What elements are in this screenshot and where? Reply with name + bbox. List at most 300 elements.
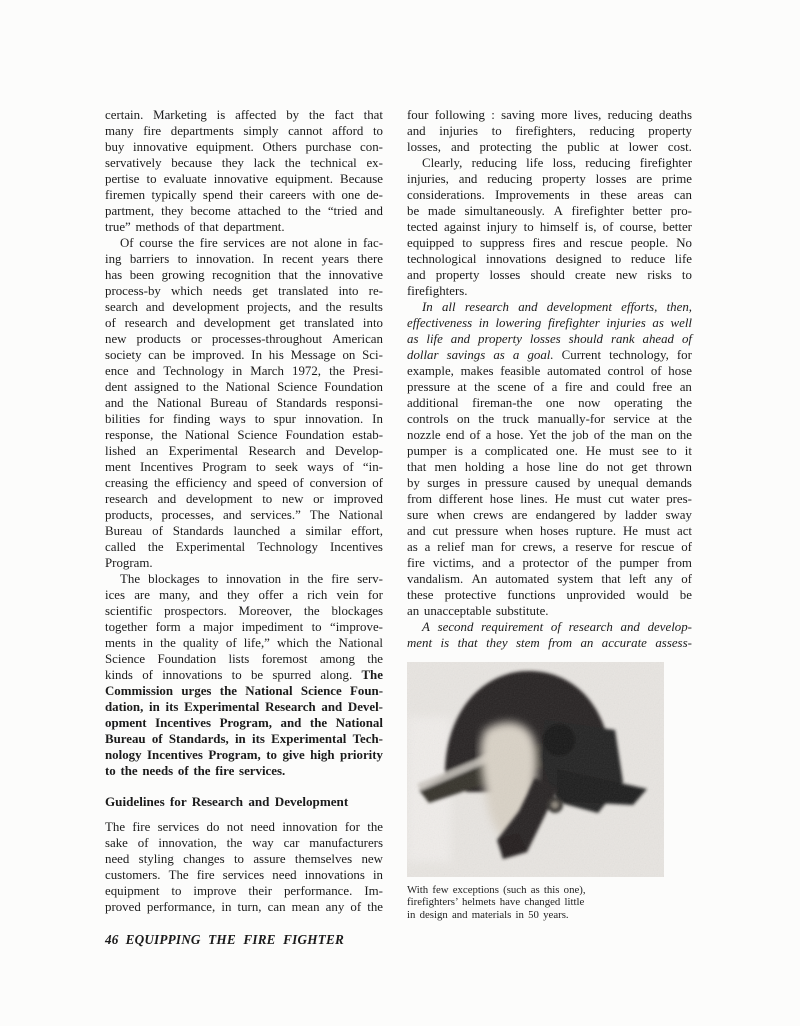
word: technological xyxy=(407,252,477,266)
text-line xyxy=(407,219,692,235)
text-line xyxy=(105,539,383,555)
word: to xyxy=(231,668,242,682)
text-line xyxy=(105,267,383,283)
right-column xyxy=(407,107,692,921)
text-line xyxy=(105,507,383,523)
word: to xyxy=(146,172,157,186)
word: to xyxy=(262,492,273,506)
word: to xyxy=(266,748,277,762)
word: Experimental xyxy=(184,700,260,714)
word: risks xyxy=(647,268,672,282)
word: translated xyxy=(303,316,355,330)
word: in xyxy=(478,316,489,330)
word: afford xyxy=(332,124,364,138)
word: improved xyxy=(333,492,383,506)
word: Bureau xyxy=(105,732,146,746)
word: years xyxy=(321,252,349,266)
word: on xyxy=(457,412,470,426)
word: re- xyxy=(368,284,383,298)
text-line xyxy=(407,235,692,251)
text-line xyxy=(407,283,692,299)
word: rescue xyxy=(589,236,623,250)
word: growing xyxy=(161,268,205,282)
word: the xyxy=(226,836,243,850)
text-run: to the needs of the fire services. xyxy=(105,764,286,778)
word: a xyxy=(512,460,519,474)
word: and xyxy=(176,316,196,330)
word: pumper xyxy=(619,556,659,570)
word: fac- xyxy=(362,236,383,250)
word: reducing xyxy=(487,172,533,186)
word: a xyxy=(562,540,569,554)
word: “improve- xyxy=(329,620,383,634)
word: Standards, xyxy=(168,732,229,746)
paragraph xyxy=(105,235,383,571)
word: is, xyxy=(584,220,597,234)
word: act xyxy=(676,524,692,538)
word: complicated xyxy=(484,444,548,458)
word: injuries, xyxy=(407,172,449,186)
word: for xyxy=(367,588,383,602)
word: kinds xyxy=(105,668,133,682)
word: assess- xyxy=(655,636,692,650)
word: Current xyxy=(561,348,602,362)
word: spend xyxy=(202,188,233,202)
word: of xyxy=(602,220,614,234)
text-line xyxy=(407,571,692,587)
word: to xyxy=(681,268,692,282)
word: a xyxy=(289,524,296,538)
word: the xyxy=(541,140,558,154)
word: results xyxy=(349,300,383,314)
word: when xyxy=(505,524,534,538)
text-line xyxy=(407,427,692,443)
word: assure xyxy=(253,852,286,866)
word: the xyxy=(367,900,383,914)
word: among xyxy=(319,652,355,666)
word: all xyxy=(441,300,456,314)
text-line xyxy=(105,555,383,571)
word: on xyxy=(342,348,356,362)
word: purchase xyxy=(305,140,352,154)
word: should xyxy=(568,332,604,346)
word: free xyxy=(652,380,673,394)
text-line xyxy=(105,379,383,395)
word: an xyxy=(580,636,594,650)
word: rank xyxy=(610,332,635,346)
text-line xyxy=(105,851,383,867)
word: property xyxy=(435,268,480,282)
word: services xyxy=(157,820,200,834)
word: The xyxy=(120,572,141,586)
text-line xyxy=(105,187,383,203)
word: Incentives xyxy=(140,460,193,474)
word: must xyxy=(608,444,635,458)
word: end xyxy=(445,428,465,442)
word: a xyxy=(189,620,195,634)
text-line xyxy=(105,603,383,619)
word: example, xyxy=(407,364,454,378)
word: the xyxy=(367,820,383,834)
word: fire xyxy=(407,556,425,570)
word: Foundation xyxy=(324,380,383,394)
word: life xyxy=(526,156,544,170)
text-line xyxy=(407,123,692,139)
word: ments xyxy=(105,636,136,650)
word: translated xyxy=(278,284,329,298)
word: Science xyxy=(277,380,318,394)
text-line xyxy=(105,747,383,763)
word: nozzle xyxy=(407,428,441,442)
word: at xyxy=(609,140,619,154)
word: speed xyxy=(257,476,287,490)
word: No xyxy=(676,236,692,250)
word: innovation, xyxy=(158,836,217,850)
word: Foun- xyxy=(350,684,383,698)
word: conversion xyxy=(309,476,367,490)
word: that xyxy=(601,572,621,586)
word: lines. xyxy=(520,492,548,506)
word: reducing xyxy=(471,156,517,170)
word: dation, xyxy=(105,700,144,714)
word: innovations xyxy=(162,668,223,682)
word: the xyxy=(474,380,490,394)
helmet-photo-art xyxy=(407,662,664,877)
text-line xyxy=(407,267,692,283)
word: the xyxy=(147,540,164,554)
word: life xyxy=(674,252,692,266)
word: the xyxy=(178,236,195,250)
word: create xyxy=(574,268,606,282)
word: need xyxy=(272,868,297,882)
word: Program, xyxy=(208,748,261,762)
word: reduce xyxy=(630,252,666,266)
word: Science xyxy=(237,428,278,442)
word: urges xyxy=(181,684,212,698)
word: the xyxy=(303,604,320,618)
word: equipment. xyxy=(196,140,254,154)
word: man xyxy=(630,428,653,442)
word: from xyxy=(666,556,692,570)
word: crews, xyxy=(522,540,556,554)
word: efficiency xyxy=(175,476,227,490)
text-line xyxy=(105,491,383,507)
text-line xyxy=(105,251,383,267)
word: He xyxy=(622,524,639,538)
word: Foundation xyxy=(157,652,217,666)
word: these xyxy=(600,188,627,202)
paragraph xyxy=(105,819,383,915)
word: of xyxy=(225,636,237,650)
word: of xyxy=(576,556,588,570)
word: service xyxy=(613,412,650,426)
word: for xyxy=(619,540,635,554)
text-line xyxy=(407,203,692,219)
word: do xyxy=(585,460,599,474)
word: certain. xyxy=(105,108,144,122)
word: can xyxy=(148,348,167,362)
word: opment xyxy=(105,716,147,730)
word: the xyxy=(329,364,345,378)
word: a xyxy=(471,444,477,458)
section-heading: Guidelines for Research and Development xyxy=(105,794,349,809)
word: they xyxy=(486,636,508,650)
word: an xyxy=(146,444,159,458)
word: simply xyxy=(243,124,279,138)
word: Incentives xyxy=(329,540,383,554)
word: to xyxy=(462,236,473,250)
word: following xyxy=(434,108,485,122)
word: process-by xyxy=(105,284,161,298)
word: an xyxy=(679,380,692,394)
word: fire xyxy=(196,868,215,882)
word: fact xyxy=(334,108,354,122)
word: a xyxy=(551,380,558,394)
word: processes-throughout xyxy=(211,332,323,346)
word: second xyxy=(437,620,474,634)
word: blockages xyxy=(331,604,383,618)
word: and xyxy=(458,172,478,186)
word: be xyxy=(172,348,186,362)
word: from xyxy=(548,636,572,650)
text-line xyxy=(407,299,692,315)
word: development xyxy=(203,316,271,330)
word: additional xyxy=(407,396,459,410)
word: Message xyxy=(290,348,336,362)
word: Experimental xyxy=(271,732,347,746)
word: stem xyxy=(516,636,540,650)
word: barriers xyxy=(129,252,170,266)
word: the xyxy=(161,428,178,442)
word: ment xyxy=(105,460,131,474)
word: and xyxy=(407,524,426,538)
word: against xyxy=(443,220,481,234)
word: himself xyxy=(539,220,579,234)
word: of xyxy=(151,732,163,746)
text-line xyxy=(407,459,692,475)
word: innovation xyxy=(225,572,282,586)
word: vandalism. xyxy=(407,572,464,586)
word: when xyxy=(436,508,465,522)
word: recent xyxy=(281,252,314,266)
word: as xyxy=(493,348,505,362)
text-line xyxy=(407,155,692,171)
word: saving xyxy=(501,108,535,122)
word: hose xyxy=(489,492,514,506)
word: they xyxy=(221,156,244,170)
word: Research xyxy=(265,700,316,714)
word: one xyxy=(545,396,565,410)
word: National xyxy=(338,508,383,522)
word: in xyxy=(289,572,300,586)
word: bilities xyxy=(105,412,141,426)
word: any xyxy=(325,900,345,914)
text-line xyxy=(407,395,692,411)
word: by xyxy=(286,108,300,122)
word: Bureau xyxy=(210,396,248,410)
text-line xyxy=(407,251,692,267)
word: thrown xyxy=(655,460,692,474)
word: and xyxy=(105,396,124,410)
text-line xyxy=(407,139,692,155)
word: its xyxy=(165,700,179,714)
text-line xyxy=(407,539,692,555)
word: in xyxy=(232,364,243,378)
word: the xyxy=(202,380,219,394)
word: firefighters, xyxy=(515,124,576,138)
word: not xyxy=(291,236,309,250)
text-line xyxy=(407,491,692,507)
word: and xyxy=(590,380,609,394)
word: “in- xyxy=(362,460,383,474)
word: to xyxy=(523,220,534,234)
word: the xyxy=(307,572,324,586)
word: its xyxy=(252,732,265,746)
word: In xyxy=(251,348,263,362)
word: the xyxy=(478,412,495,426)
word: the xyxy=(153,476,170,490)
word: new xyxy=(615,268,638,282)
word: simultaneously. xyxy=(464,204,545,218)
word: to xyxy=(611,252,622,266)
word: Bureau xyxy=(105,524,143,538)
text-line xyxy=(105,219,383,235)
word: Clearly, xyxy=(422,156,463,170)
word: innovation xyxy=(282,820,338,834)
text-line xyxy=(105,411,383,427)
word: better xyxy=(632,204,662,218)
word: to xyxy=(491,124,502,138)
word: to xyxy=(233,852,244,866)
word: that xyxy=(457,636,478,650)
word: not xyxy=(226,820,244,834)
word: and xyxy=(321,700,343,714)
word: affected xyxy=(235,108,277,122)
word: property xyxy=(648,124,692,138)
word: the xyxy=(132,396,149,410)
word: the xyxy=(309,716,328,730)
word: of xyxy=(550,620,561,634)
word: blockages xyxy=(148,572,200,586)
word: of xyxy=(681,572,692,586)
word: protecting xyxy=(479,140,532,154)
word: ex- xyxy=(366,156,383,170)
word: lowering xyxy=(495,316,542,330)
word: together xyxy=(105,620,148,634)
word: cannot xyxy=(288,124,323,138)
word: recognition xyxy=(212,268,271,282)
word: and xyxy=(222,508,242,522)
word: different xyxy=(438,492,483,506)
word: in xyxy=(234,732,246,746)
word: to xyxy=(311,620,322,634)
word: services xyxy=(222,868,265,882)
word: National xyxy=(245,684,293,698)
word: loss, xyxy=(552,156,576,170)
word: innovative xyxy=(133,140,188,154)
word: innovation. xyxy=(304,412,364,426)
word: reducing xyxy=(585,156,631,170)
word: injuries xyxy=(439,124,478,138)
word: scientific xyxy=(105,604,153,618)
word: pro- xyxy=(670,204,692,218)
word: crews xyxy=(473,508,504,522)
word: evaluate xyxy=(163,172,207,186)
word: departments xyxy=(170,124,234,138)
word: sway xyxy=(665,508,692,522)
word: Im- xyxy=(364,884,383,898)
word: hoses xyxy=(540,524,569,538)
text-line xyxy=(105,587,383,603)
word: into xyxy=(362,316,383,330)
word: because xyxy=(171,156,213,170)
text-line xyxy=(407,475,692,491)
word: fire xyxy=(132,820,151,834)
text-line xyxy=(105,443,383,459)
word: efforts, xyxy=(621,300,658,314)
text-line xyxy=(105,651,383,667)
word: are xyxy=(134,588,150,602)
word: offer xyxy=(258,588,284,602)
word: controls xyxy=(407,412,449,426)
word: four xyxy=(407,108,429,122)
word: Program, xyxy=(219,716,272,730)
word: well xyxy=(670,316,692,330)
paragraph xyxy=(105,107,383,235)
word: quality xyxy=(182,636,219,650)
word: Sci- xyxy=(362,348,383,362)
word: alone xyxy=(313,236,342,250)
word: National xyxy=(338,636,383,650)
text-line xyxy=(105,459,383,475)
word: now xyxy=(578,396,601,410)
word: losses xyxy=(595,172,627,186)
word: cut xyxy=(432,524,449,538)
text-line xyxy=(105,235,383,251)
word: changes xyxy=(183,852,225,866)
word: they xyxy=(161,204,184,218)
page-footer xyxy=(105,932,344,948)
word: areas xyxy=(637,188,664,202)
word: that xyxy=(278,268,298,282)
word: A xyxy=(553,204,563,218)
word: as xyxy=(652,316,664,330)
word: of xyxy=(681,332,692,346)
word: projects, xyxy=(247,300,292,314)
word: injuries xyxy=(606,316,646,330)
word: of xyxy=(256,396,268,410)
word: Program xyxy=(202,460,247,474)
text-line xyxy=(407,187,692,203)
word: with xyxy=(312,188,336,202)
word: makes xyxy=(460,364,494,378)
word: which xyxy=(277,636,309,650)
word: ices xyxy=(105,588,126,602)
word: be xyxy=(407,204,420,218)
text-line xyxy=(407,587,692,603)
word: see xyxy=(642,444,659,458)
right-column-text xyxy=(407,107,692,651)
word: from xyxy=(407,492,433,506)
text-line xyxy=(407,379,692,395)
word: in xyxy=(142,636,153,650)
word: functions xyxy=(507,588,556,602)
text-line xyxy=(105,203,383,219)
text-line xyxy=(407,411,692,427)
word: similar xyxy=(305,524,342,538)
caption-line: in design and materials in 50 years. xyxy=(407,908,569,921)
word: pressure xyxy=(455,524,499,538)
